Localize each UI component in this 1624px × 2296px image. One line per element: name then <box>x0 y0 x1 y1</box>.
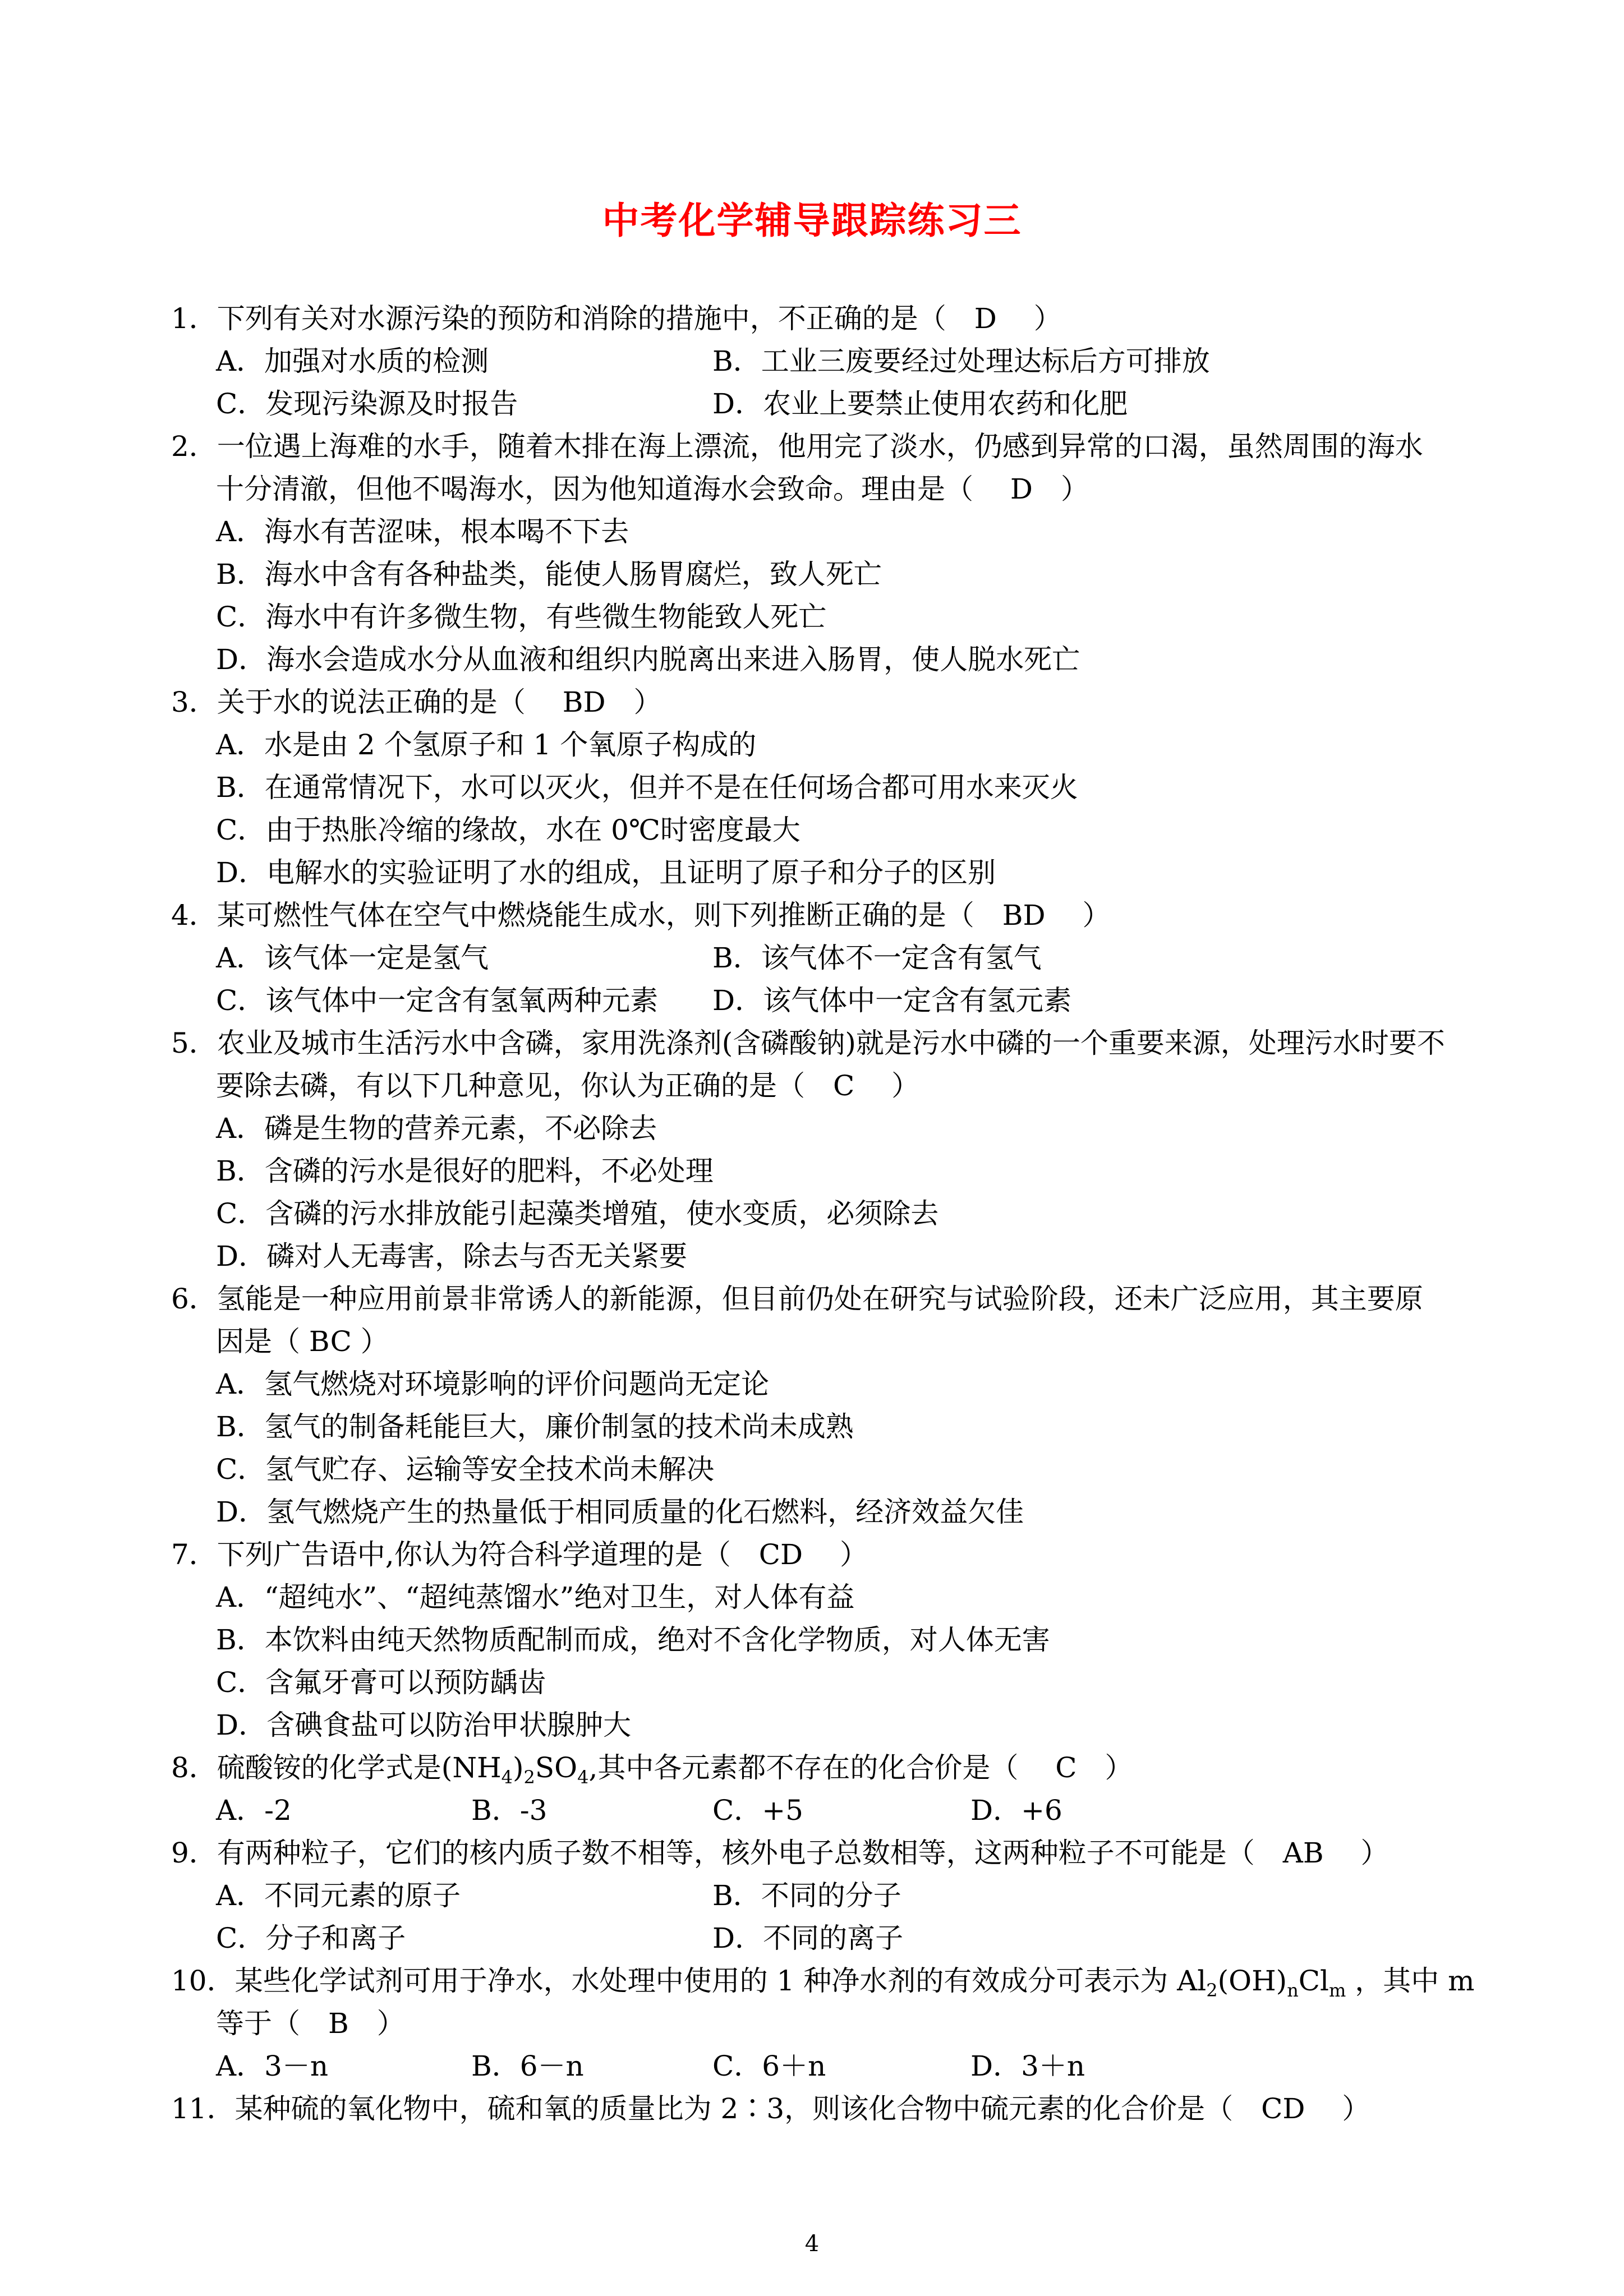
question-3-option-c: C．由于热胀冷缩的缘故，水在 0℃时密度最大 <box>216 814 801 846</box>
page-title: 中考化学辅导跟踪练习三 <box>602 199 1022 242</box>
question-2-stem-line-2: 十分清澈，但他不喝海水，因为他知道海水会致命。理由是（ D ） <box>216 473 1089 505</box>
question-4-option-b: B．该气体不一定含有氢气 <box>712 942 1042 974</box>
question-4-option-c: C．该气体中一定含有氢氧两种元素 <box>216 984 659 1017</box>
question-9-stem: 9．有两种粒子，它们的核内质子数不相等，核外电子总数相等，这两种粒子不可能是（ AB ） <box>171 1837 1389 1869</box>
question-1-option-a: A．加强对水质的检测 <box>216 345 489 377</box>
question-7-option-c: C．含氟牙膏可以预防龋齿 <box>216 1666 546 1699</box>
question-9-option-a: A．不同元素的原子 <box>216 1879 461 1912</box>
question-10-option-a: A．3－n <box>216 2050 329 2082</box>
question-5-option-c: C．含磷的污水排放能引起藻类增殖，使水变质，必须除去 <box>216 1197 939 1230</box>
question-3-option-d: D．电解水的实验证明了水的组成，且证明了原子和分子的区别 <box>216 856 996 889</box>
question-6-option-b: B．氢气的制备耗能巨大，廉价制氢的技术尚未成熟 <box>216 1410 854 1443</box>
question-3-stem: 3．关于水的说法正确的是（ BD ） <box>171 686 662 718</box>
question-2-option-a: A．海水有苦涩味，根本喝不下去 <box>216 515 629 548</box>
question-5-stem-line-2: 要除去磷，有以下几种意见，你认为正确的是（ C ） <box>216 1069 920 1102</box>
question-1-stem: 1．下列有关对水源污染的预防和消除的措施中，不正确的是（ D ） <box>171 302 1062 335</box>
question-4-option-d: D．该气体中一定含有氢元素 <box>712 984 1072 1017</box>
question-6-stem-line-1: 6．氢能是一种应用前景非常诱人的新能源，但目前仍处在研究与试验阶段，还未广泛应用，其主要原 <box>171 1283 1423 1315</box>
page-number: 4 <box>804 2231 820 2257</box>
question-8-stem: 8．硫酸铵的化学式是$(NH_4)_2SO_4$,其中各元素都不存在的化合价是（ C ） <box>171 1751 1133 1788</box>
question-5-option-b: B．含磷的污水是很好的肥料，不必处理 <box>216 1155 714 1187</box>
question-10-stem-line-2: 等于（ B ） <box>216 2007 405 2040</box>
question-7-option-a: A．“超纯水”、“超纯蒸馏水”绝对卫生，对人体有益 <box>216 1581 855 1613</box>
question-4-stem: 4．某可燃性气体在空气中燃烧能生成水，则下列推断正确的是（ BD ） <box>171 899 1111 932</box>
question-4-option-a: A．该气体一定是氢气 <box>216 942 489 974</box>
question-5-stem-line-1: 5．农业及城市生活污水中含磷，家用洗涤剂(含磷酸钠)就是污水中磷的一个重要来源，处理污水时要不 <box>171 1027 1445 1059</box>
question-9-option-b: B．不同的分子 <box>712 1879 901 1912</box>
question-7-stem: 7．下列广告语中,你认为符合科学道理的是（ CD ） <box>171 1538 868 1571</box>
question-3-option-a: A．水是由 2 个氢原子和 1 个氧原子构成的 <box>216 729 757 761</box>
question-8-option-b: B．-3 <box>471 1794 548 1827</box>
question-11-stem: 11．某种硫的氧化物中，硫和氧的质量比为 2∶3，则该化合物中硫元素的化合价是（ CD ） <box>171 2092 1370 2125</box>
question-10-option-b: B．6－n <box>471 2050 584 2082</box>
question-1-option-d: D．农业上要禁止使用农药和化肥 <box>712 388 1128 420</box>
question-6-option-d: D．氢气燃烧产生的热量低于相同质量的化石燃料，经济效益欠佳 <box>216 1496 1024 1528</box>
question-2-stem-line-1: 2．一位遇上海难的水手，随着木排在海上漂流，他用完了淡水，仍感到异常的口渴，虽然周围的海水 <box>171 430 1423 463</box>
question-3-option-b: B．在通常情况下，水可以灭火，但并不是在任何场合都可用水来灭火 <box>216 771 1078 804</box>
question-10-stem-line-1: 10．某些化学试剂可用于净水，水处理中使用的 1 种净水剂的有效成分可表示为 $Al_2(OH)_nCl_m$ ，其中 m <box>171 1965 1475 2001</box>
question-7-option-d: D．含碘食盐可以防治甲状腺肿大 <box>216 1709 632 1741</box>
question-7-option-b: B．本饮料由纯天然物质配制而成，绝对不含化学物质，对人体无害 <box>216 1624 1050 1656</box>
question-6-option-a: A．氢气燃烧对环境影响的评价问题尚无定论 <box>216 1368 770 1400</box>
question-5-option-a: A．磷是生物的营养元素，不必除去 <box>216 1112 657 1145</box>
question-2-option-d: D．海水会造成水分从血液和组织内脱离出来进入肠胃，使人脱水死亡 <box>216 643 1080 676</box>
question-8-option-a: A．-2 <box>216 1794 292 1827</box>
question-2-option-c: C．海水中有许多微生物，有些微生物能致人死亡 <box>216 601 827 633</box>
question-1-option-c: C．发现污染源及时报告 <box>216 388 518 420</box>
question-10-option-d: D．3＋n <box>970 2050 1085 2082</box>
question-2-option-b: B．海水中含有各种盐类，能使人肠胃腐烂，致人死亡 <box>216 558 882 591</box>
question-5-option-d: D．磷对人无毒害，除去与否无关紧要 <box>216 1240 688 1273</box>
question-9-option-d: D．不同的离子 <box>712 1922 904 1954</box>
question-1-option-b: B．工业三废要经过处理达标后方可排放 <box>712 345 1210 377</box>
question-6-option-c: C．氢气贮存、运输等安全技术尚未解决 <box>216 1453 715 1486</box>
question-8-option-c: C．+5 <box>712 1794 803 1827</box>
question-8-option-d: D．+6 <box>970 1794 1062 1827</box>
question-9-option-c: C．分子和离子 <box>216 1922 406 1954</box>
question-10-option-c: C．6＋n <box>712 2050 826 2082</box>
question-6-stem-line-2: 因是（ BC ） <box>216 1325 389 1358</box>
